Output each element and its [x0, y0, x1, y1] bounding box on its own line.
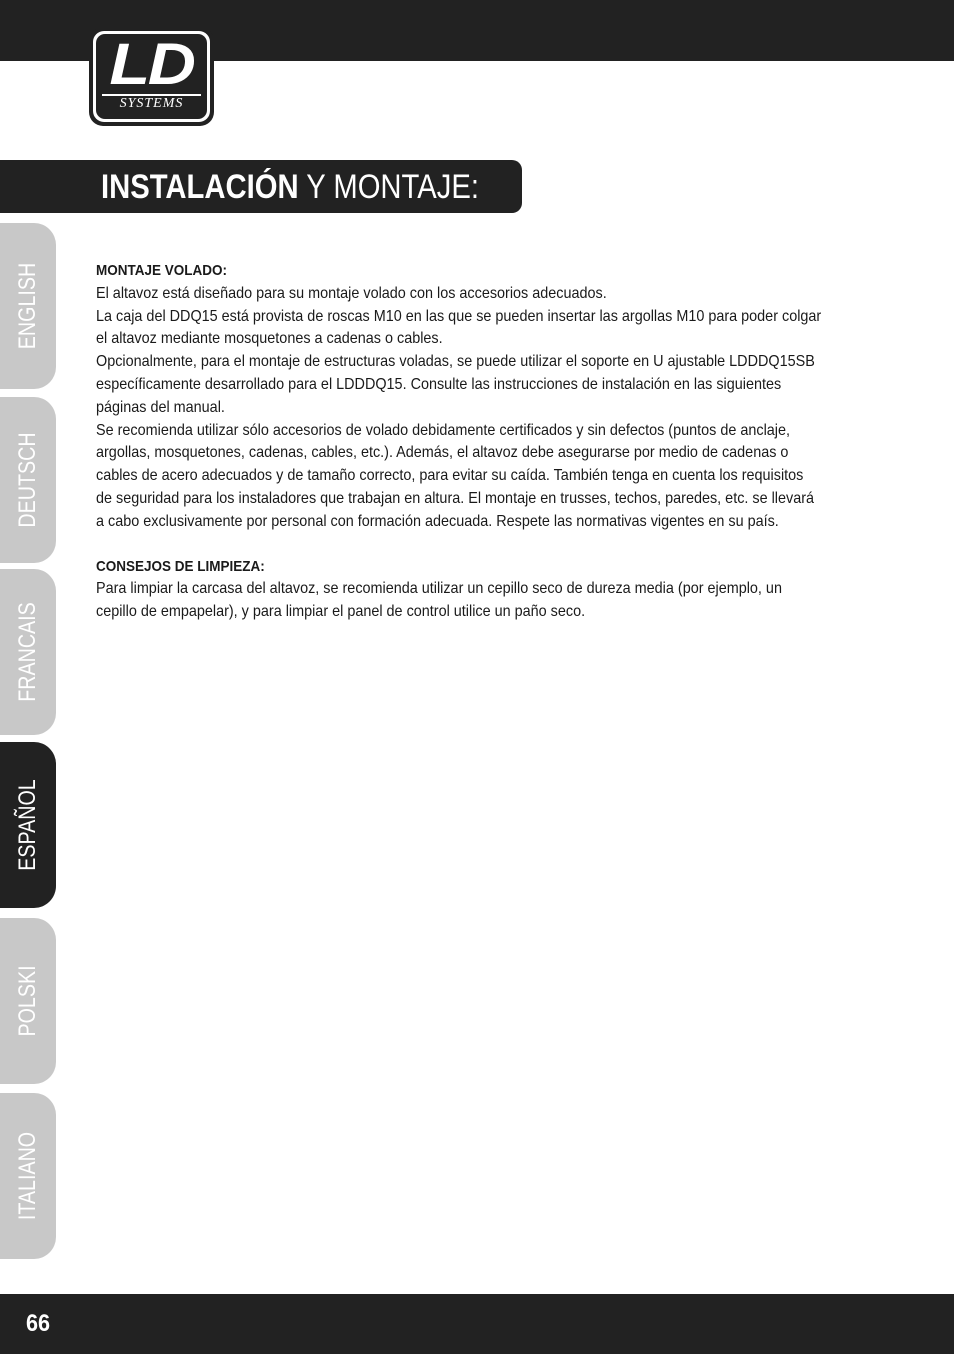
paragraph-line: cepillo de empapelar), y para limpiar el panel de control utilice un paño seco.: [96, 603, 586, 621]
paragraph-line: El altavoz está diseñado para su montaje volado con los accesorios adecuados.: [96, 284, 607, 302]
logo-systems-text: SYSTEMS: [102, 94, 201, 112]
tab-label: DEUTSCH: [14, 432, 41, 528]
paragraph-line: a cabo exclusivamente por personal con formación adecuada. Respete las normativas vigentes en su país.: [96, 512, 779, 530]
tab-francais[interactable]: [0, 569, 56, 735]
tab-espanol[interactable]: [0, 742, 56, 908]
tab-label: POLSKI: [14, 965, 41, 1037]
section-spacer: [96, 534, 866, 556]
paragraph-line: cables de acero adecuados y de tamaño correcto, para evitar su caída. También tenga en cuenta los requisitos: [96, 467, 804, 485]
page-title-bold: INSTALACIÓN: [101, 168, 299, 206]
tab-italiano[interactable]: [0, 1093, 56, 1259]
paragraph-line: Opcionalmente, para el montaje de estructuras voladas, se puede utilizar el soporte en U ajustable LDDDQ15SB: [96, 353, 815, 371]
section-heading-montaje: MONTAJE VOLADO:: [96, 262, 228, 279]
paragraph-line: el altavoz mediante mosquetones a cadenas o cables.: [96, 330, 443, 348]
tab-deutsch[interactable]: [0, 397, 56, 563]
ld-systems-logo: [89, 27, 214, 126]
tab-label: ESPAÑOL: [14, 779, 41, 871]
paragraph-line: específicamente desarrollado para el LDDDQ15. Consulte las instrucciones de instalación en las siguientes: [96, 375, 782, 393]
paragraph-line: de seguridad para los instaladores que trabajan en altura. El montaje en trusses, techos, paredes, etc. se llevará: [96, 489, 815, 507]
page-number: 66: [26, 1310, 51, 1337]
logo-ld-text: LD: [109, 34, 194, 97]
paragraph-line: La caja del DDQ15 está provista de roscas M10 en las que se pueden insertar las argollas M10 para poder colgar: [96, 307, 822, 325]
paragraph-line: Para limpiar la carcasa del altavoz, se recomienda utilizar un cepillo seco de dureza media (por ejemplo, un: [96, 580, 782, 598]
tab-label: ITALIANO: [14, 1131, 41, 1221]
paragraph-line: argollas, mosquetones, cadenas, cables, etc.). Además, el altavoz debe asegurarse por medio de cadenas o: [96, 444, 789, 462]
paragraph-line: páginas del manual.: [96, 398, 225, 416]
page-title-rest: Y MONTAJE:: [298, 168, 479, 206]
main-content: [96, 260, 866, 624]
bottom-bar: [0, 1294, 954, 1354]
tab-polski[interactable]: [0, 918, 56, 1084]
tab-english[interactable]: [0, 223, 56, 389]
section-heading-limpieza: CONSEJOS DE LIMPIEZA:: [96, 557, 265, 575]
title-bar: [0, 160, 522, 213]
tab-label: ENGLISH: [14, 262, 41, 350]
page-title: [101, 167, 479, 207]
paragraph-line: Se recomienda utilizar sólo accesorios de volado debidamente certificados y sin defectos (puntos de anclaje,: [96, 421, 790, 439]
tab-label: FRANCAIS: [14, 602, 41, 702]
